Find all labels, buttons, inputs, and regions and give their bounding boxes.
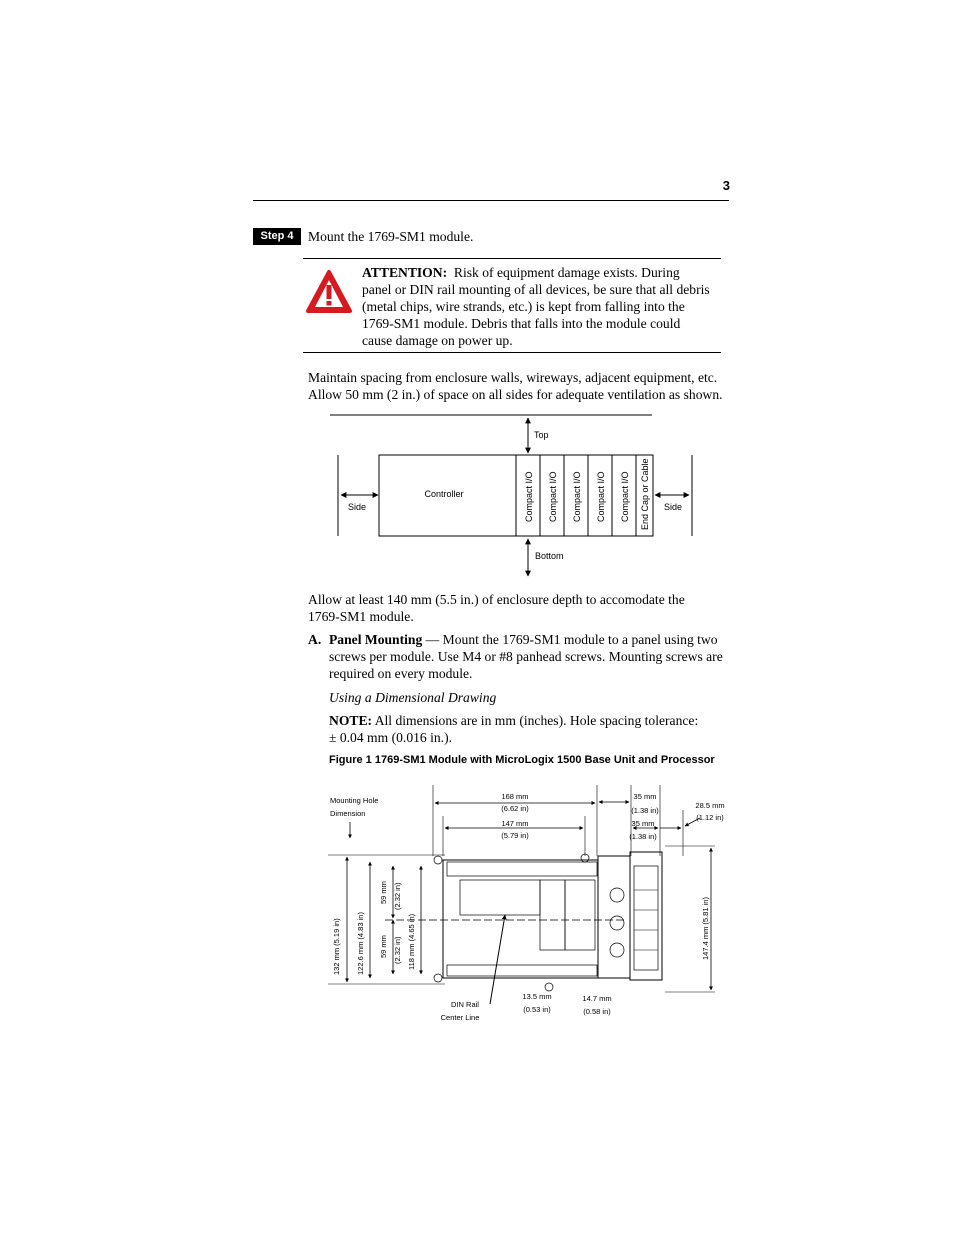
drawing-caption: Using a Dimensional Drawing bbox=[329, 690, 497, 705]
panel-mounting-line-1: — Mount the 1769-SM1 module to a panel using two bbox=[422, 632, 718, 647]
dim-35a-in: (1.38 in) bbox=[631, 806, 659, 815]
note-label: NOTE: bbox=[329, 713, 373, 728]
mounting-hole-label-2: Dimension bbox=[330, 809, 366, 818]
depth-line-2: 1769-SM1 module. bbox=[308, 609, 414, 624]
attention-label: ATTENTION: bbox=[362, 265, 448, 280]
dim-59a-in: (2.32 in) bbox=[393, 882, 402, 910]
module-label-2: Compact I/O bbox=[548, 471, 558, 522]
attention-line-5: cause damage on power up. bbox=[362, 333, 513, 348]
dim-28-mm: 28.5 mm bbox=[695, 801, 725, 810]
bottom-label: Bottom bbox=[535, 551, 564, 561]
din-rail-label-1: DIN Rail bbox=[451, 1000, 479, 1009]
depth-text bbox=[308, 591, 708, 625]
step-badge: Step 4 bbox=[253, 228, 301, 245]
note-line-1: All dimensions are in mm (inches). Hole spacing tolerance: bbox=[372, 713, 699, 728]
controller-label: Controller bbox=[424, 489, 464, 499]
module-label-3: Compact I/O bbox=[572, 471, 582, 522]
module-label-1: Compact I/O bbox=[524, 471, 534, 522]
attention-rule-bottom bbox=[303, 352, 721, 353]
header-rule bbox=[253, 200, 729, 201]
module-label-5: Compact I/O bbox=[620, 471, 630, 522]
side-right-label: Side bbox=[664, 502, 683, 512]
dim-28-in: (1.12 in) bbox=[696, 813, 724, 822]
figure-caption: Figure 1 1769-SM1 Module with MicroLogix 1500 Base Unit and Processor bbox=[329, 754, 715, 766]
warning-triangle-icon bbox=[305, 269, 353, 315]
din-rail-leader bbox=[490, 915, 505, 1004]
note-text bbox=[329, 712, 729, 746]
dimensional-drawing bbox=[325, 780, 735, 1030]
spacing-line-2: Allow 50 mm (2 in.) of space on all sides for adequate ventilation as shown. bbox=[308, 387, 723, 402]
sm1-module bbox=[630, 852, 662, 980]
panel-mounting-title: Panel Mounting bbox=[329, 632, 423, 647]
attention-line-4: 1769-SM1 module. Debris that falls into the module could bbox=[362, 316, 681, 331]
dim-122: 122.6 mm (4.83 in) bbox=[356, 912, 365, 975]
processor-module bbox=[598, 856, 630, 978]
dim-35b-in: (1.38 in) bbox=[629, 832, 657, 841]
mounting-hole-label-1: Mounting Hole bbox=[330, 796, 379, 805]
dim-118: 118 mm (4.65 in) bbox=[407, 913, 416, 970]
dim-168-mm: 168 mm bbox=[501, 792, 529, 801]
panel-mounting-line-3: required on every module. bbox=[329, 666, 473, 681]
note-line-2: ± 0.04 mm (0.016 in.). bbox=[329, 730, 453, 745]
dim-59b-mm: 59 mm bbox=[379, 935, 388, 958]
din-rail-label-2: Center Line bbox=[440, 1013, 480, 1022]
panel-mounting-line-2: screws per module. Use M4 or #8 panhead screws. Mounting screws are bbox=[329, 649, 723, 664]
depth-line-1: Allow at least 140 mm (5.5 in.) of enclosure depth to accomodate the bbox=[308, 592, 685, 607]
attention-text bbox=[362, 264, 722, 349]
attention-line-3: (metal chips, wire strands, etc.) is kept from falling into the bbox=[362, 299, 685, 314]
panel-mounting-marker: A. bbox=[308, 632, 322, 647]
end-cap-label: End Cap or Cable bbox=[640, 458, 650, 530]
attention-rule-top bbox=[303, 258, 721, 259]
dim-147-4: 147.4 mm (5.81 in) bbox=[701, 897, 710, 960]
dim-35b-mm: 35 mm bbox=[631, 819, 655, 828]
dim-35a-mm: 35 mm bbox=[633, 792, 657, 801]
dim-13-in: (0.53 in) bbox=[523, 1005, 551, 1014]
side-left-label: Side bbox=[348, 502, 367, 512]
dim-59b-in: (2.32 in) bbox=[393, 936, 402, 964]
dim-14-in: (0.58 in) bbox=[583, 1007, 611, 1016]
top-label: Top bbox=[534, 430, 549, 440]
dim-147-in: (5.79 in) bbox=[501, 831, 529, 840]
page-number: 3 bbox=[722, 178, 730, 193]
spacing-diagram bbox=[330, 410, 702, 580]
spacing-text bbox=[308, 369, 738, 403]
dim-59a-mm: 59 mm bbox=[379, 881, 388, 904]
step-text: Mount the 1769-SM1 module. bbox=[308, 229, 474, 244]
attention-line-2: panel or DIN rail mounting of all devices, be sure that all debris bbox=[362, 282, 710, 297]
dim-132: 132 mm (5.19 in) bbox=[332, 918, 341, 975]
module-label-4: Compact I/O bbox=[596, 471, 606, 522]
micrologix-base-unit bbox=[434, 854, 598, 991]
attention-line-1: Risk of equipment damage exists. During bbox=[453, 265, 680, 280]
dim-13-mm: 13.5 mm bbox=[522, 992, 552, 1001]
spacing-line-1: Maintain spacing from enclosure walls, wireways, adjacent equipment, etc. bbox=[308, 370, 718, 385]
dim-14-mm: 14.7 mm bbox=[582, 994, 612, 1003]
dim-147-mm: 147 mm bbox=[501, 819, 529, 828]
dim-168-in: (6.62 in) bbox=[501, 804, 529, 813]
